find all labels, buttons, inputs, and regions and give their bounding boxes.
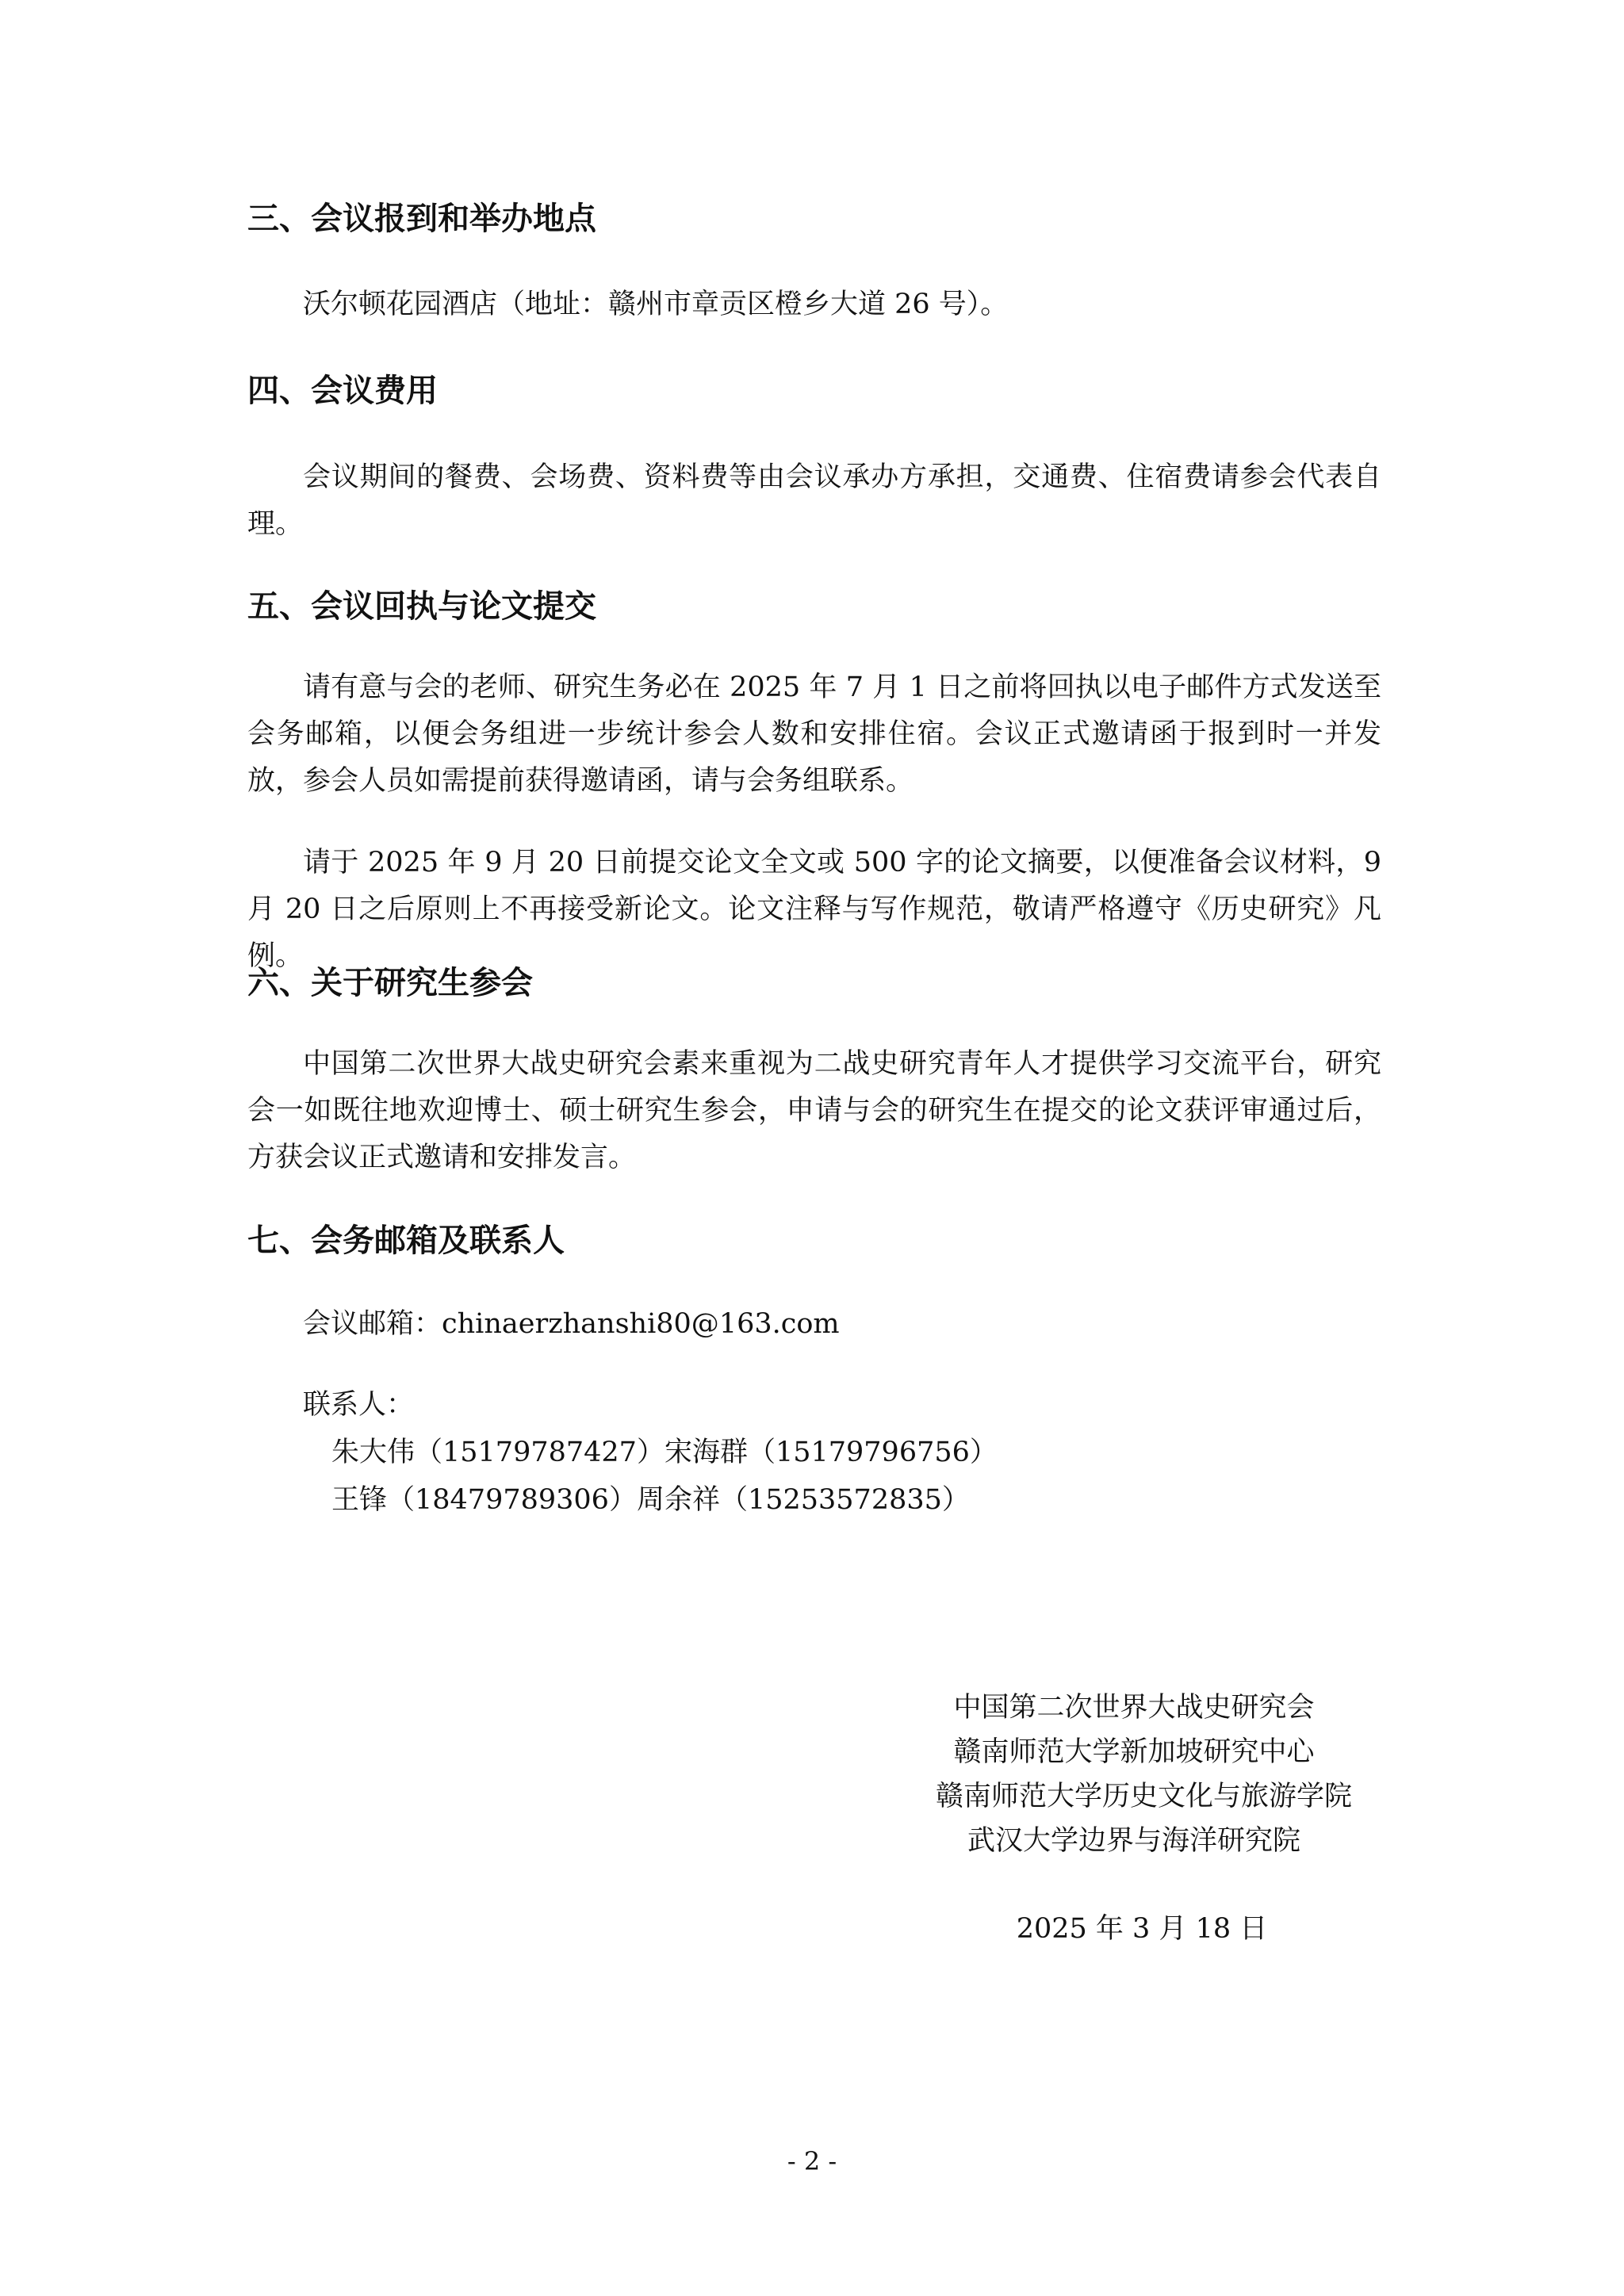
signature-org-3: 赣南师范大学历史文化与旅游学院: [936, 1781, 1353, 1812]
section-heading-submission: 五、会议回执与论文提交: [247, 588, 596, 625]
page-number: - 2 -: [787, 2146, 837, 2176]
signature-org-1: 中国第二次世界大战史研究会: [953, 1692, 1315, 1724]
fees-paragraph: 会议期间的餐费、会场费、资料费等由会议承办方承担，交通费、住宿费请参会代表自理。: [247, 461, 1381, 540]
section-heading-fees: 四、会议费用: [247, 373, 438, 409]
section-heading-graduate: 六、关于研究生参会: [247, 965, 533, 1001]
contacts-line-2: 王锋（18479789306）周余祥（15253572835）: [331, 1484, 970, 1516]
section-heading-contact: 七、会务邮箱及联系人: [247, 1223, 565, 1259]
contacts-label: 联系人：: [303, 1389, 415, 1421]
graduate-paragraph: 中国第二次世界大战史研究会素来重视为二战史研究青年人才提供学习交流平台，研究会一如既往地欢迎博士、硕士研究生参会，申请与会的研究生在提交的论文获评审通过后，方获会议正式邀请和安排发言。: [247, 1048, 1381, 1173]
contacts-line-1: 朱大伟（15179787427）宋海群（15179796756）: [331, 1437, 998, 1468]
submission-paragraph-paper: 请于 2025 年 9 月 20 日前提交论文全文或 500 字的论文摘要，以便准备会议材料，9 月 20 日之后原则上不再接受新论文。论文注释与写作规范，敬请严格遵守《历史研究》凡例。: [247, 847, 1381, 972]
signature-org-4: 武汉大学边界与海洋研究院: [967, 1825, 1300, 1857]
section-heading-venue: 三、会议报到和举办地点: [247, 201, 596, 237]
submission-paragraph-receipt: 请有意与会的老师、研究生务必在 2025 年 7 月 1 日之前将回执以电子邮件方式发送至会务邮箱，以便会务组进一步统计参会人数和安排住宿。会议正式邀请函于报到时一并发放，参会人员如需提前获得邀请函，请与会务组联系。: [247, 672, 1381, 797]
signature-org-2: 赣南师范大学新加坡研究中心: [953, 1736, 1315, 1768]
conference-email: 会议邮箱：chinaerzhanshi80@163.com: [303, 1308, 840, 1340]
signature-date: 2025 年 3 月 18 日: [1016, 1913, 1268, 1945]
venue-paragraph: 沃尔顿花园酒店（地址：赣州市章贡区橙乡大道 26 号）。: [303, 289, 1009, 320]
